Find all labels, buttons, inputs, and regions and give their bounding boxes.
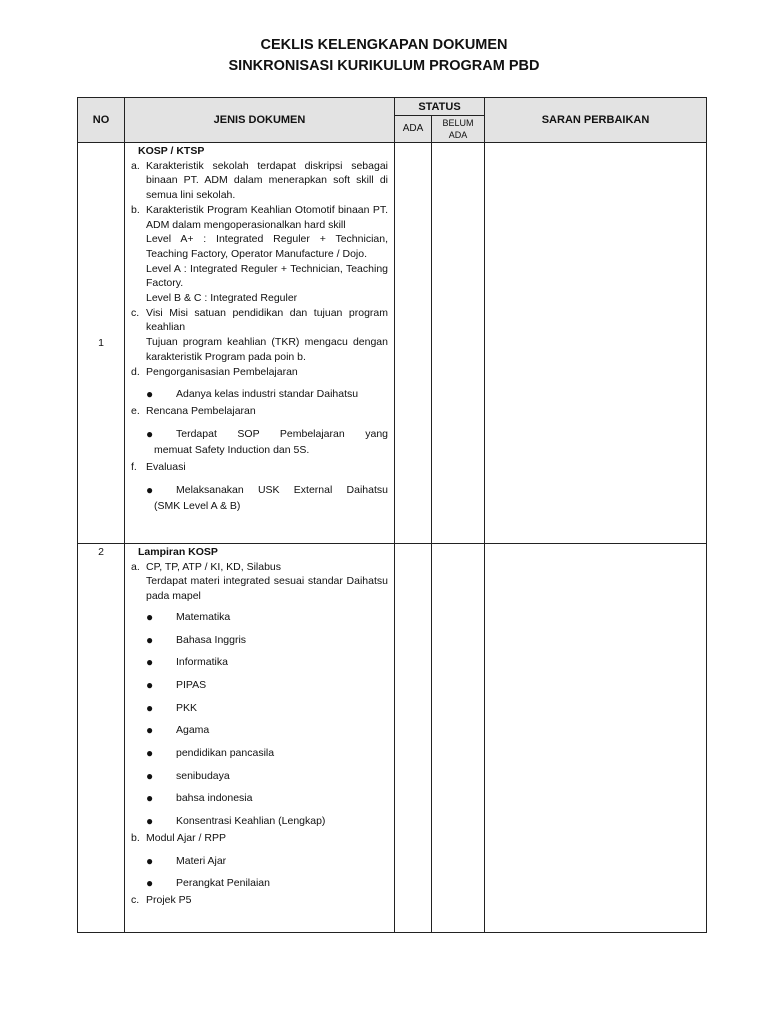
row2-saran-perbaikan[interactable] (485, 544, 707, 933)
list-item (131, 746, 388, 761)
row1-item-a (131, 159, 388, 203)
bullet-icon: ● (146, 677, 154, 692)
bullet-icon: ● (146, 482, 154, 497)
header-belum-line1: BELUM (442, 118, 474, 128)
list-item (131, 876, 388, 891)
bullet-icon: ● (146, 876, 154, 891)
mapel-pkk: PKK (176, 701, 198, 714)
list-item (131, 854, 388, 869)
row1-item-c-text: Visi Misi satuan pendidikan dan tujuan program keahlian (146, 306, 388, 334)
document-title-line1: CEKLIS KELENGKAPAN DOKUMEN (260, 37, 508, 53)
bullet-icon: ● (146, 426, 154, 441)
row1-item-e-bullet (131, 427, 388, 442)
row1-item-b-letter: b. (131, 203, 140, 216)
row1-level-a-plus: Level A+ : Integrated Reguler + Technician, Teaching Factory, Operator Manufacture / Dojo. (146, 233, 388, 260)
mapel-matematika: Matematika (176, 610, 231, 623)
row1-item-e (131, 404, 388, 419)
bullet-icon: ● (146, 853, 154, 868)
mapel-senibudaya: senibudaya (176, 769, 230, 782)
row2-item-b-text: Modul Ajar / RPP (146, 831, 226, 844)
mapel-agama: Agama (176, 724, 210, 737)
row2-document-cell (125, 544, 395, 933)
row1-item-f-bullet-text: Melaksanakan USK External Daihatsu (176, 483, 388, 496)
mapel-konsentrasi-keahlian: Konsentrasi Keahlian (Lengkap) (176, 815, 326, 828)
bullet-icon: ● (146, 632, 154, 647)
mapel-bahasa-indonesia: bahsa indonesia (176, 792, 253, 805)
row2-item-c (131, 893, 388, 908)
row1-item-e-bullet-text: Terdapat SOP Pembelajaran yang (176, 427, 388, 440)
row1-item-f-text: Evaluasi (146, 461, 186, 474)
header-saran-perbaikan: SARAN PERBAIKAN (485, 98, 707, 143)
row1-item-b (131, 203, 388, 232)
bullet-icon: ● (146, 768, 154, 783)
row1-item-f (131, 460, 388, 475)
row1-item-d (131, 365, 388, 380)
mapel-pendidikan-pancasila: pendidikan pancasila (176, 747, 275, 760)
bullet-icon: ● (146, 723, 154, 738)
table-row-2 (78, 544, 707, 933)
row1-item-a-text: Karakteristik sekolah terdapat diskripsi sebagai binaan PT. ADM dalam menerapkan soft skill di semua lini sekolah. (146, 159, 388, 202)
bullet-icon: ● (146, 655, 154, 670)
row1-saran-perbaikan[interactable] (485, 143, 707, 544)
row1-level-a: Level A : Integrated Reguler + Technician, Teaching Factory. (146, 262, 388, 290)
bullet-icon: ● (146, 700, 154, 715)
row2-item-b-letter: b. (131, 831, 140, 844)
mapel-bahasa-inggris: Bahasa Inggris (176, 633, 247, 646)
row1-number: 1 (78, 143, 125, 544)
list-item (131, 723, 388, 738)
row2-item-a (131, 560, 388, 575)
header-ada: ADA (395, 116, 432, 143)
header-belum-ada (432, 116, 485, 143)
row2-status-ada[interactable] (395, 544, 432, 933)
row1-item-e-bullet-cont: memuat Safety Induction dan 5S. (154, 444, 310, 457)
row1-item-f-bullet (131, 483, 388, 498)
row2-item-a-text: CP, TP, ATP / KI, KD, Silabus (146, 560, 282, 573)
mapel-informatika: Informatika (176, 656, 228, 669)
row1-level-b-c: Level B & C : Integrated Reguler (146, 292, 298, 305)
header-jenis-dokumen: JENIS DOKUMEN (125, 98, 395, 143)
header-no: NO (78, 98, 125, 143)
row1-item-f-letter: f. (131, 461, 137, 474)
list-item (131, 655, 388, 670)
list-item (131, 791, 388, 806)
row2-materi-ajar: Materi Ajar (176, 854, 227, 867)
header-status: STATUS (395, 98, 485, 116)
row1-item-a-letter: a. (131, 159, 140, 172)
row2-perangkat-penilaian: Perangkat Penilaian (176, 877, 270, 890)
row2-number: 2 (78, 544, 125, 933)
row2-item-a-sub: Terdapat materi integrated sesuai standar Daihatsu pada mapel (146, 575, 388, 603)
list-item (131, 610, 388, 625)
checklist-table (77, 97, 707, 933)
bullet-icon: ● (146, 746, 154, 761)
row1-section-title: KOSP / KTSP (138, 145, 205, 157)
list-item (131, 701, 388, 716)
row1-item-d-bullet (131, 387, 388, 402)
row1-status-belum-ada[interactable] (432, 143, 485, 544)
row1-item-e-text: Rencana Pembelajaran (146, 404, 256, 417)
bullet-icon: ● (146, 814, 154, 829)
row2-section-title: Lampiran KOSP (138, 546, 218, 558)
bullet-icon: ● (146, 791, 154, 806)
bullet-icon: ● (146, 609, 154, 624)
list-item (131, 814, 388, 829)
row2-item-b (131, 831, 388, 846)
row1-item-b-text: Karakteristik Program Keahlian Otomotif binaan PT. ADM dalam mengoperasionalkan hard skill (146, 203, 388, 231)
row2-item-c-letter: c. (131, 893, 140, 906)
row1-item-f-bullet-cont: (SMK Level A & B) (154, 500, 241, 513)
list-item (131, 678, 388, 693)
row1-item-d-text: Pengorganisasian Pembelajaran (146, 365, 298, 378)
row1-item-c-sub: Tujuan program keahlian (TKR) mengacu dengan karakteristik Program pada poin b. (146, 336, 388, 363)
bullet-icon: ● (146, 387, 154, 402)
list-item (131, 769, 388, 784)
row1-status-ada[interactable] (395, 143, 432, 544)
row2-item-a-letter: a. (131, 560, 140, 573)
table-row-1 (78, 143, 707, 544)
document-title-line2: SINKRONISASI KURIKULUM PROGRAM PBD (228, 58, 540, 74)
row1-item-d-bullet-text: Adanya kelas industri standar Daihatsu (176, 388, 359, 401)
row1-document-cell (125, 143, 395, 544)
row1-item-c-letter: c. (131, 306, 140, 319)
list-item (131, 633, 388, 648)
row2-item-c-text: Projek P5 (146, 893, 192, 906)
row2-status-belum-ada[interactable] (432, 544, 485, 933)
row1-item-d-letter: d. (131, 365, 140, 378)
mapel-pipas: PIPAS (176, 678, 207, 691)
row1-item-e-letter: e. (131, 404, 140, 417)
row1-item-c (131, 306, 388, 335)
header-belum-line2: ADA (448, 130, 468, 140)
